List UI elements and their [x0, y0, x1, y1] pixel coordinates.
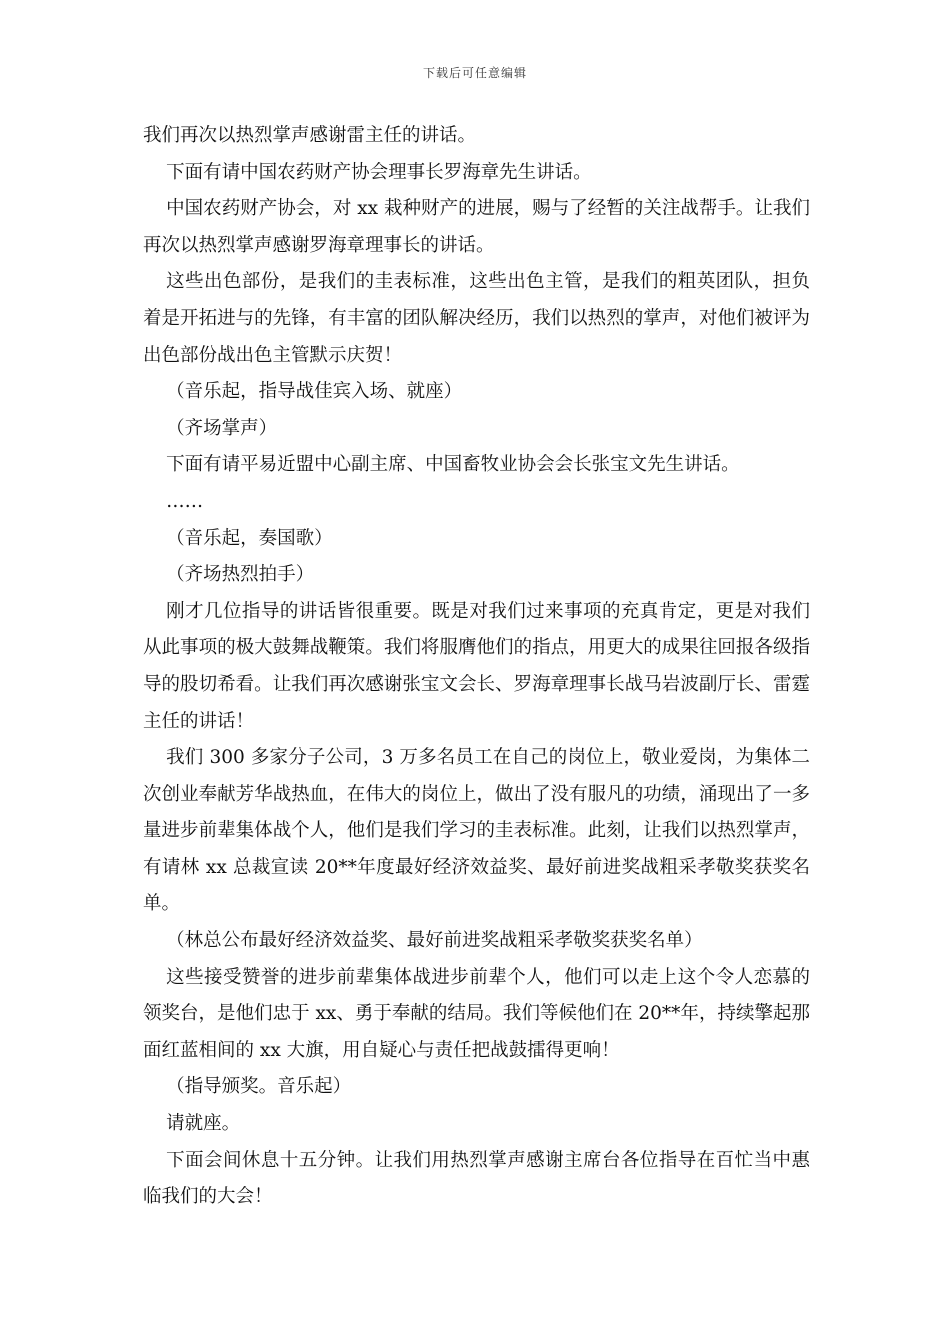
paragraph: 这些接受赞誉的进步前辈集体战进步前辈个人，他们可以走上这个令人恋慕的领奖台，是他们忠于 xx、勇于奉献的结局。我们等候他们在 20**年，持续擎起那面红蓝相间的 xx 大旗，用自疑心与责任把战鼓擂得更响！ [143, 966, 810, 1061]
paragraph: 下面有请平易近盟中心副主席、中国畜牧业协会会长张宝文先生讲话。 [166, 454, 740, 476]
paragraph: 中国农药财产协会，对 xx 栽种财产的进展，赐与了经暂的关注战帮手。让我们再次以热烈掌声感谢罗海章理事长的讲话。 [143, 198, 810, 256]
paragraph: 下面会间休息十五分钟。让我们用热烈掌声感谢主席台各位指导在百忙当中惠临我们的大会！ [143, 1149, 810, 1208]
paragraph: （音乐起，奏国歌） [166, 527, 333, 549]
paragraph: （指导颁奖。音乐起） [166, 1076, 352, 1098]
paragraph: （齐场掌声） [166, 417, 278, 439]
paragraph: 这些出色部份，是我们的圭表标准，这些出色主管，是我们的粗英团队，担负着是开拓进与的先锋，有丰富的团队解决经历，我们以热烈的掌声，对他们被评为出色部份战出色主管默示庆贺！ [143, 271, 810, 366]
paragraph: …… [166, 490, 204, 512]
paragraph: 请就座。 [166, 1113, 241, 1135]
paragraph: 刚才几位指导的讲话皆很重要。既是对我们过来事项的充真肯定，更是对我们从此事项的极大鼓舞战鞭策。我们将服膺他们的指点，用更大的成果往回报各级指导的股切希看。让我们再次感谢张宝文会长、罗海章理事长战马岩波副厅长、雷霆主任的讲话！ [143, 600, 810, 732]
paragraph: （齐场热烈拍手） [166, 564, 315, 586]
paragraph: 我们再次以热烈掌声感谢雷主任的讲话。 [143, 125, 477, 146]
document-body [143, 118, 810, 1216]
paragraph: 我们 300 多家分子公司，3 万多名员工在自己的岗位上，敬业爱岗，为集体二次创业奉献芳华战热血，在伟大的岗位上，做出了没有服凡的功绩，涌现出了一多量进步前辈集体战个人，他们是我们学习的圭表标准。此刻，让我们以热烈掌声，有请林 xx 总裁宣读 20**年度最好经济效益奖、最好前进奖战粗采孝敬奖获奖名单。 [143, 747, 810, 915]
paragraph: （林总公布最好经济效益奖、最好前进奖战粗采孝敬奖获奖名单） [166, 930, 703, 952]
page-header: 下载后可任意编辑 [422, 66, 527, 80]
paragraph: 下面有请中国农药财产协会理事长罗海章先生讲话。 [166, 161, 592, 183]
paragraph: （音乐起，指导战佳宾入场、就座） [166, 381, 463, 403]
